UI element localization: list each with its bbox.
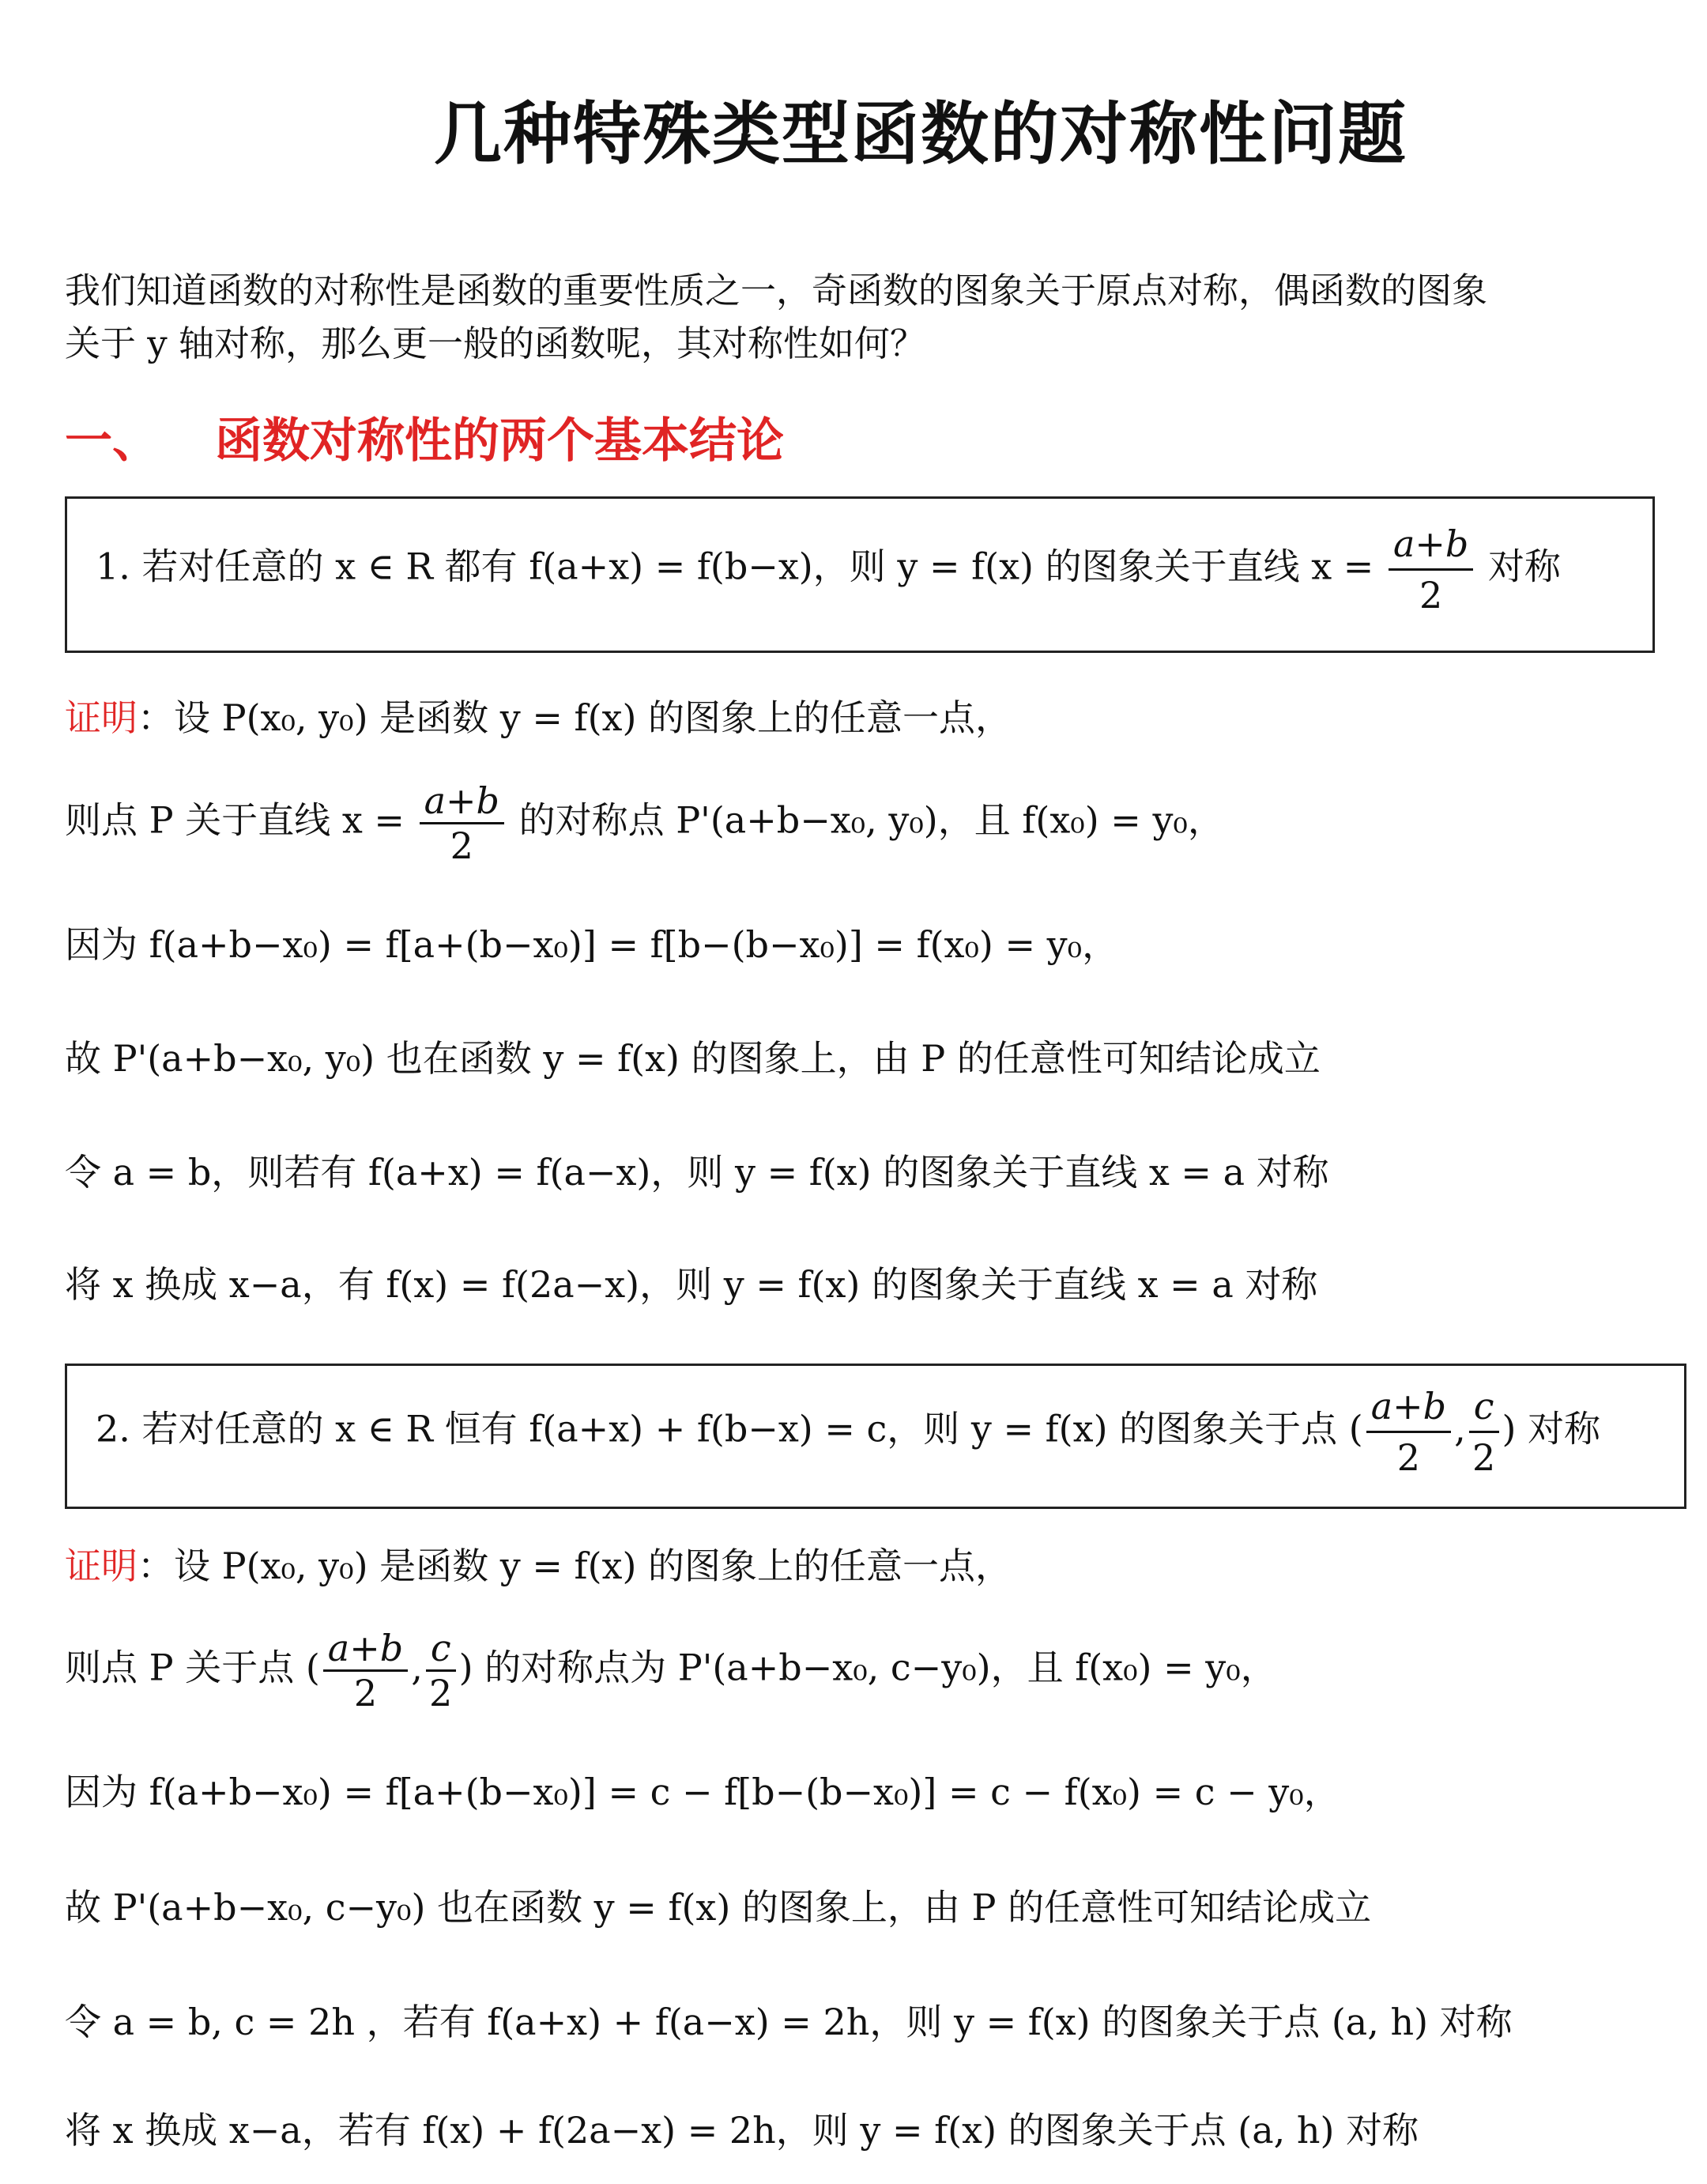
theorem-2-box: [65, 1364, 1686, 1509]
fraction-numerator: a+b: [323, 1630, 408, 1672]
proof-1-text-1: ：设 P(x₀, y₀) 是函数 y = f(x) 的图象上的任意一点，: [138, 696, 1012, 739]
proof-2-line-2-post: ) 的对称点为 P'(a+b−x₀, c−y₀)，且 f(x₀) = y₀，: [458, 1646, 1277, 1689]
theorem-1-tail: 对称: [1488, 545, 1561, 588]
proof-1-line-2-pre: 则点 P 关于直线 x =: [65, 798, 405, 842]
fraction-denominator: 2: [353, 1672, 378, 1714]
proof-1-line-4: 故 P'(a+b−x₀, y₀) 也在函数 y = f(x) 的图象上，由 P 的任意性可知结论成立: [65, 1037, 1321, 1080]
proof-1-fraction: [420, 779, 504, 867]
theorem-2-fraction-2: [1469, 1385, 1499, 1479]
fraction-numerator: a+b: [420, 783, 504, 824]
fraction-denominator: 2: [1396, 1436, 1421, 1479]
fraction-numerator: c: [1469, 1385, 1499, 1433]
section-title: 函数对称性的两个基本结论: [215, 413, 784, 469]
proof-label: 证明: [65, 696, 138, 739]
intro-line-2: 关于 y 轴对称，那么更一般的函数呢，其对称性如何？: [65, 323, 926, 364]
intro-line-1: 我们知道函数的对称性是函数的重要性质之一，奇函数的图象关于原点对称，偶函数的图象: [65, 270, 1488, 311]
fraction-numerator: c: [426, 1630, 456, 1672]
proof-1-line-2: [65, 779, 1224, 867]
theorem-1-box: [65, 496, 1655, 653]
proof-label: 证明: [65, 1545, 138, 1587]
theorem-2-fraction-1: [1366, 1385, 1451, 1479]
proof-2-line-2: [65, 1627, 1277, 1714]
proof-2-line-5: 令 a = b, c = 2h ，若有 f(a+x) + f(a−x) = 2h，则 y = f(x) 的图象关于点 (a, h) 对称: [65, 2001, 1513, 2043]
proof-1-line-5: 令 a = b，则若有 f(a+x) = f(a−x)，则 y = f(x) 的图象关于直线 x = a 对称: [65, 1151, 1329, 1194]
proof-2-fraction-2: [426, 1627, 456, 1714]
proof-2-text-1: ：设 P(x₀, y₀) 是函数 y = f(x) 的图象上的任意一点，: [138, 1545, 1012, 1587]
proof-2-line-1: [65, 1545, 1012, 1587]
fraction-numerator: a+b: [1366, 1385, 1451, 1433]
proof-1-line-3: 因为 f(a+b−x₀) = f[a+(b−x₀)] = f[b−(b−x₀)] = f(x₀) = y₀，: [65, 923, 1119, 966]
page-title: 几种特殊类型函数的对称性问题: [434, 95, 1407, 174]
theorem-2-content: [96, 1385, 1600, 1479]
section-number: 一、: [65, 413, 160, 469]
fraction-denominator: 2: [1419, 574, 1443, 617]
theorem-2-tail: ) 对称: [1502, 1407, 1601, 1450]
proof-2-comma: ,: [411, 1646, 423, 1689]
fraction-denominator: 2: [429, 1672, 453, 1714]
proof-1-line-6: 将 x 换成 x−a，有 f(x) = f(2a−x)，则 y = f(x) 的图象关于直线 x = a 对称: [65, 1263, 1318, 1306]
fraction-numerator: a+b: [1389, 522, 1473, 571]
proof-2-fraction-1: [323, 1627, 408, 1714]
theorem-2-comma: ,: [1454, 1407, 1466, 1450]
proof-2-line-3: 因为 f(a+b−x₀) = f[a+(b−x₀)] = c − f[b−(b−x₀)] = c − f(x₀) = c − y₀，: [65, 1771, 1340, 1813]
proof-2-line-2-pre: 则点 P 关于点 (: [65, 1646, 320, 1689]
proof-1-line-2-post: 的对称点 P'(a+b−x₀, y₀)，且 f(x₀) = y₀，: [518, 798, 1224, 842]
theorem-2-text: 2. 若对任意的 x ∈ R 恒有 f(a+x) + f(b−x) = c，则 y = f(x) 的图象关于点 (: [96, 1407, 1363, 1450]
theorem-1-content: [96, 522, 1561, 617]
proof-1-line-1: [65, 696, 1012, 739]
fraction-denominator: 2: [450, 824, 473, 867]
fraction-denominator: 2: [1472, 1436, 1496, 1479]
proof-2-line-4: 故 P'(a+b−x₀, c−y₀) 也在函数 y = f(x) 的图象上，由 P 的任意性可知结论成立: [65, 1886, 1372, 1929]
section-heading: [65, 403, 784, 471]
theorem-1-text: 1. 若对任意的 x ∈ R 都有 f(a+x) = f(b−x)，则 y = f(x) 的图象关于直线 x =: [96, 545, 1374, 588]
proof-2-line-6: 将 x 换成 x−a，若有 f(x) + f(2a−x) = 2h，则 y = f(x) 的图象关于点 (a, h) 对称: [65, 2109, 1419, 2152]
theorem-1-fraction: [1389, 522, 1473, 617]
